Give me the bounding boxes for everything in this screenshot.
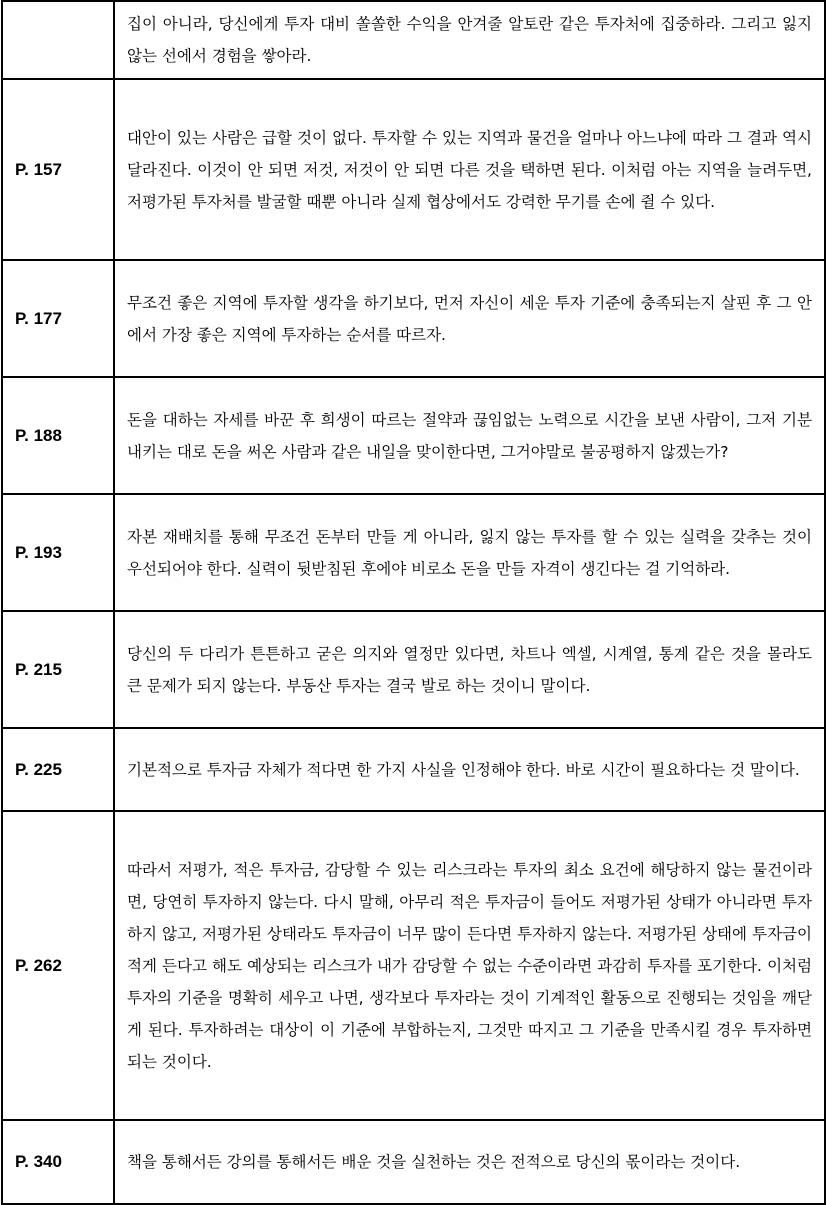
quote-text-cell: 돈을 대하는 자세를 바꾼 후 희생이 따르는 절약과 끊임없는 노력으로 시간을 보낸 사람이, 그저 기분 내키는 대로 돈을 써온 사람과 같은 내일을 맞이한다면, 그거야말로 불공평하지 않겠는가? (114, 377, 825, 494)
quote-text-cell: 기본적으로 투자금 자체가 적다면 한 가지 사실을 인정해야 한다. 바로 시간이 필요하다는 것 말이다. (114, 728, 825, 811)
page-number-cell (2, 1, 114, 79)
quote-text-cell: 집이 아니라, 당신에게 투자 대비 쏠쏠한 수익을 안겨줄 알토란 같은 투자처에 집중하라. 그리고 잃지 않는 선에서 경험을 쌓아라. (114, 1, 825, 79)
table-row (2, 260, 825, 377)
quote-text-cell: 따라서 저평가, 적은 투자금, 감당할 수 있는 리스크라는 투자의 최소 요건에 해당하지 않는 물건이라면, 당연히 투자하지 않는다. 다시 말해, 아무리 적은 투자금이 들어도 저평가된 상태가 아니라면 투자하지 않고, 저평가된 상태라도 투자금이 너무 많이 든다면 투자하지 않는다. 저평가된 상태에 투자금이 적게 든다고 해도 예상되는 리스크가 내가 감당할 수 없는 수준이라면 과감히 투자를 포기한다. 이처럼 투자의 기준을 명확히 세우고 나면, 생각보다 투자라는 것이 기계적인 활동으로 진행되는 것임을 깨닫게 된다. 투자하려는 대상이 이 기준에 부합하는지, 그것만 따지고 그 기준을 만족시킬 경우 투자하면 되는 것이다. (114, 811, 825, 1120)
table-row (2, 377, 825, 494)
table-row (2, 1120, 825, 1204)
page-number-cell: P. 262 (2, 811, 114, 1120)
quote-text-cell: 대안이 있는 사람은 급할 것이 없다. 투자할 수 있는 지역과 물건을 얼마나 아느냐에 따라 그 결과 역시 달라진다. 이것이 안 되면 저것, 저것이 안 되면 다른 것을 택하면 된다. 이처럼 아는 지역을 늘려두면, 저평가된 투자처를 발굴할 때뿐 아니라 실제 협상에서도 강력한 무기를 손에 쥘 수 있다. (114, 79, 825, 260)
table-row (2, 1, 825, 79)
page-number-cell: P. 225 (2, 728, 114, 811)
table-row (2, 79, 825, 260)
page-number-cell: P. 340 (2, 1120, 114, 1204)
page-number-cell: P. 193 (2, 494, 114, 611)
page-number-cell: P. 188 (2, 377, 114, 494)
quote-text-cell: 무조건 좋은 지역에 투자할 생각을 하기보다, 먼저 자신이 세운 투자 기준에 충족되는지 살핀 후 그 안에서 가장 좋은 지역에 투자하는 순서를 따르자. (114, 260, 825, 377)
table-row (2, 811, 825, 1120)
quote-table (1, 0, 826, 1205)
page-number-cell: P. 157 (2, 79, 114, 260)
quote-text-cell: 책을 통해서든 강의를 통해서든 배운 것을 실천하는 것은 전적으로 당신의 몫이라는 것이다. (114, 1120, 825, 1204)
page-number-cell: P. 177 (2, 260, 114, 377)
table-row (2, 611, 825, 728)
table-row (2, 728, 825, 811)
quote-text-cell: 당신의 두 다리가 튼튼하고 굳은 의지와 열정만 있다면, 차트나 엑셀, 시계열, 통계 같은 것을 몰라도 큰 문제가 되지 않는다. 부동산 투자는 결국 발로 하는 것이니 말이다. (114, 611, 825, 728)
page-number-cell: P. 215 (2, 611, 114, 728)
table-row (2, 494, 825, 611)
quote-text-cell: 자본 재배치를 통해 무조건 돈부터 만들 게 아니라, 잃지 않는 투자를 할 수 있는 실력을 갖추는 것이 우선되어야 한다. 실력이 뒷받침된 후에야 비로소 돈을 만들 자격이 생긴다는 걸 기억하라. (114, 494, 825, 611)
